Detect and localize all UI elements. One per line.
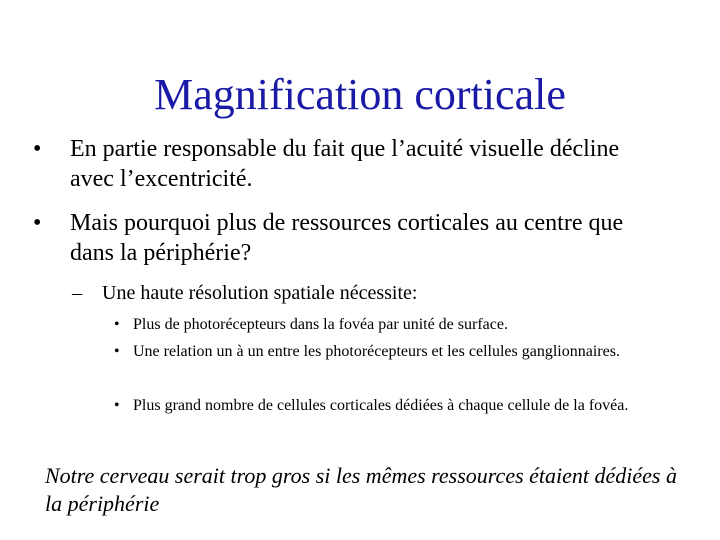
bullet-marker: •	[114, 316, 120, 333]
dash-marker: –	[72, 282, 82, 304]
sub-point-text: Une haute résolution spatiale nécessite:	[102, 282, 418, 304]
sub-sub-point-text: Plus de photorécepteurs dans la fovéa par unité de surface.	[133, 316, 508, 333]
bullet-marker: •	[33, 136, 42, 162]
closing-note: Notre cerveau serait trop gros si les mêmes ressources étaient dédiées à la périphérie	[45, 463, 677, 516]
bullet-text: Mais pourquoi plus de ressources corticales au centre que dans la périphérie?	[70, 210, 624, 266]
bullet-marker: •	[114, 343, 120, 360]
bullet-marker: •	[114, 397, 120, 414]
slide-title: Magnification corticale	[154, 70, 566, 119]
bullet-marker: •	[33, 210, 42, 236]
sub-sub-point-text: Une relation un à un entre les photorécepteurs et les cellules ganglionnaires.	[133, 343, 620, 360]
sub-sub-point-text: Plus grand nombre de cellules corticales dédiées à chaque cellule de la fovéa.	[133, 397, 629, 414]
bullet-text: En partie responsable du fait que l’acuité visuelle décline avec l’excentricité.	[70, 136, 620, 192]
